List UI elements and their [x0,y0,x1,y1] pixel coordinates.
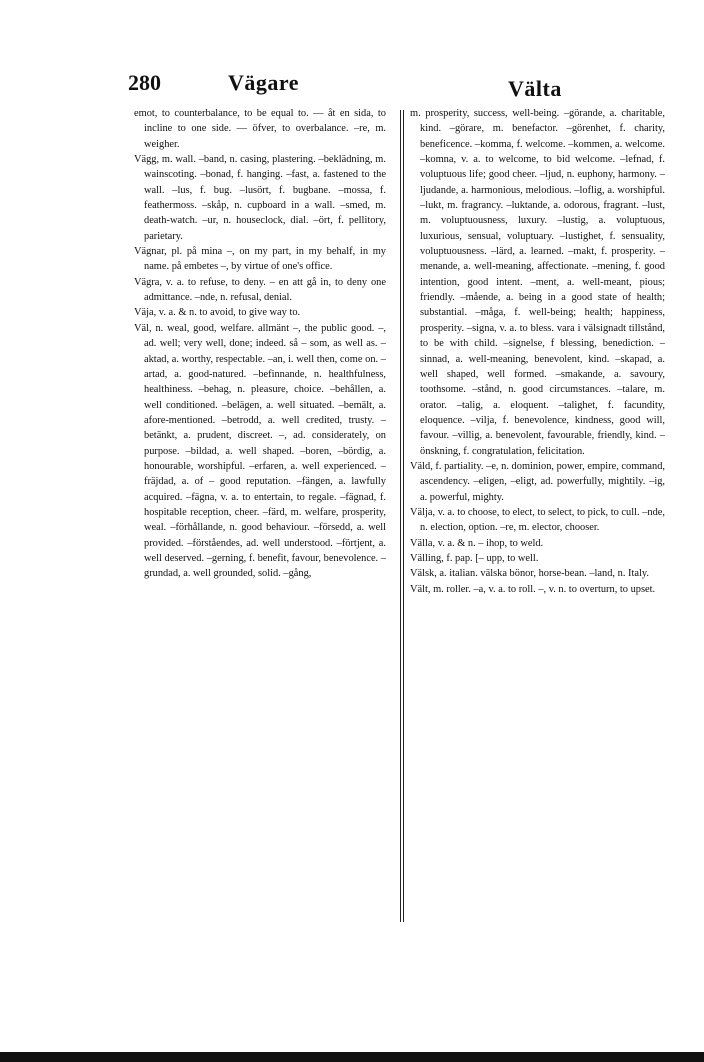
column-divider-line [400,110,401,922]
entry-val-continued: m. prosperity, success, well-being. –görande, a. charitable, kind. –görare, m. benefactor. –görenhet, f. charity, beneficence. –komma, f. welcome. –kommen, a. welcome. –komna, v. a. to welcome, to bid welcome. –lefnad, f. voluptuous life; good cheer. –ljud, n. euphony, harmony. –ljudande, a. harmonious, melodious. –loflig, a. worshipful. –lukt, m. fragrancy. –luktande, a. odorous, fragrant. –lust, m. voluptuousness, luxury. –lustig, a. voluptuous, luxurious, sensual, voluptuary. –lustighet, f. sensuality, voluptuousness. –lärd, a. learned. –makt, f. prosperity. –menande, a. well-meaning, affectionate. –mening, f. good intention, good intent. –ment, a. well-meant, pious; friendly. –mående, a. being in a good state of health; substantial. –måga, f. well-being; health; happiness, prosperity. –signa, v. a. to bless. vara i välsignadt tillstånd, to be with child. –signelse, f blessing, benediction. –sinnad, a. well-meaning, benevolent, kind. –skapad, a. well shaped, well formed. –smakande, a. savoury, toothsome. –stånd, n. good circumstances. –talare, m. orator. –talig, a. eloquent. –talighet, f. facundity, eloquence. –vilja, f. benevolence, kindness, good will, favour. –villig, a. benevolent, favourable, friendly, kind. –önskning, f. congratulation, felicitation. [410,108,665,457]
entry-valja: Välja, v. a. to choose, to elect, to select, to pick, to cull. –nde, n. election, option. –re, m. elector, chooser. [410,506,665,534]
entry-vaja: Väja, v. a. & n. to avoid, to give way to. [134,307,301,319]
scan-bottom-edge [0,1052,704,1062]
column-divider-line-2 [403,110,404,922]
entry-vald: Väld, f. partiality. –e, n. dominion, power, empire, command, ascendency. –eligen, –eligt, ad. powerfully, mightily. –ig, a. powerful, mighty. [410,460,665,503]
left-running-headword: Vägare [228,70,300,95]
entry-emot: emot, to counterbalance, to be equal to. — åt en sida, to incline to one side. — öfver, to overbalance. –re, m. weigher. [134,108,386,150]
entry-vagra: Vägra, v. a. to refuse, to deny. – en att gå in, to deny one admittance. –nde, n. refusal, denial. [134,276,386,304]
left-column [134,106,386,926]
entry-valt: Vält, m. roller. –a, v. a. to roll. –, v. n. to overturn, to upset. [410,583,656,595]
right-column [410,106,665,926]
entry-valla: Välla, v. a. & n. – ihop, to weld. [410,537,544,549]
entry-val: Väl, n. weal, good, welfare. allmänt –, the public good. –, ad. well; very well, done; indeed. så – som, as well as. –aktad, a. worthy, respectable. –an, i. well then, come on. –artad, a. good-natured. –befinnande, n. healthfulness, healthiness. –behag, n. pleasure, choice. –behållen, a. well conditioned. –belägen, a. well situated. –bemält, a. afore-mentioned. –betrodd, a. well credited, trusty. –betänkt, a. prudent, discreet. –, ad. considerately, on purpose. –bildad, a. well shaped. –boren, –bördig, a. honourable, worshipful. –erfaren, a. well experienced. –fräjdad, a. of – good reputation. –fängen, a. lawfully acquired. –fägna, v. a. to entertain, to regale. –fägnad, f. hospitable reception, cheer. –färd, m. welfare, prosperity, weal. –förhållande, n. good behaviour. –försedd, a. well provided. –förståendes, ad. well understood. –förtjent, a. well deserved. –gerning, f. benefit, favour, benevolence. –grundad, a. well grounded, solid. –gång, [134,322,386,580]
entry-vagg: Vägg, m. wall. –band, n. casing, plastering. –beklädning, m. wainscoting. –bonad, f. hanging. –fast, a. fastened to the wall. –lus, f. bug. –lusört, f. bugbane. –mossa, f. feathermoss. –skåp, n. cupboard in a wall. –smed, m. death-watch. –ur, n. houseclock, dial. –ört, f. pellitory, parietary. [134,154,386,242]
right-running-headword: Välta [508,76,562,101]
entry-vagnar: Vägnar, pl. på mina –, on my part, in my behalf, in my name. på embetes –, by virtue of one's office. [134,246,386,273]
entry-valsk: Välsk, a. italian. välska bönor, horse-bean. –land, n. Italy. [410,568,649,580]
page-header [0,66,704,106]
page-number: 280 [128,70,161,95]
entry-valling: Välling, f. pap. [– upp, to well. [410,552,539,564]
